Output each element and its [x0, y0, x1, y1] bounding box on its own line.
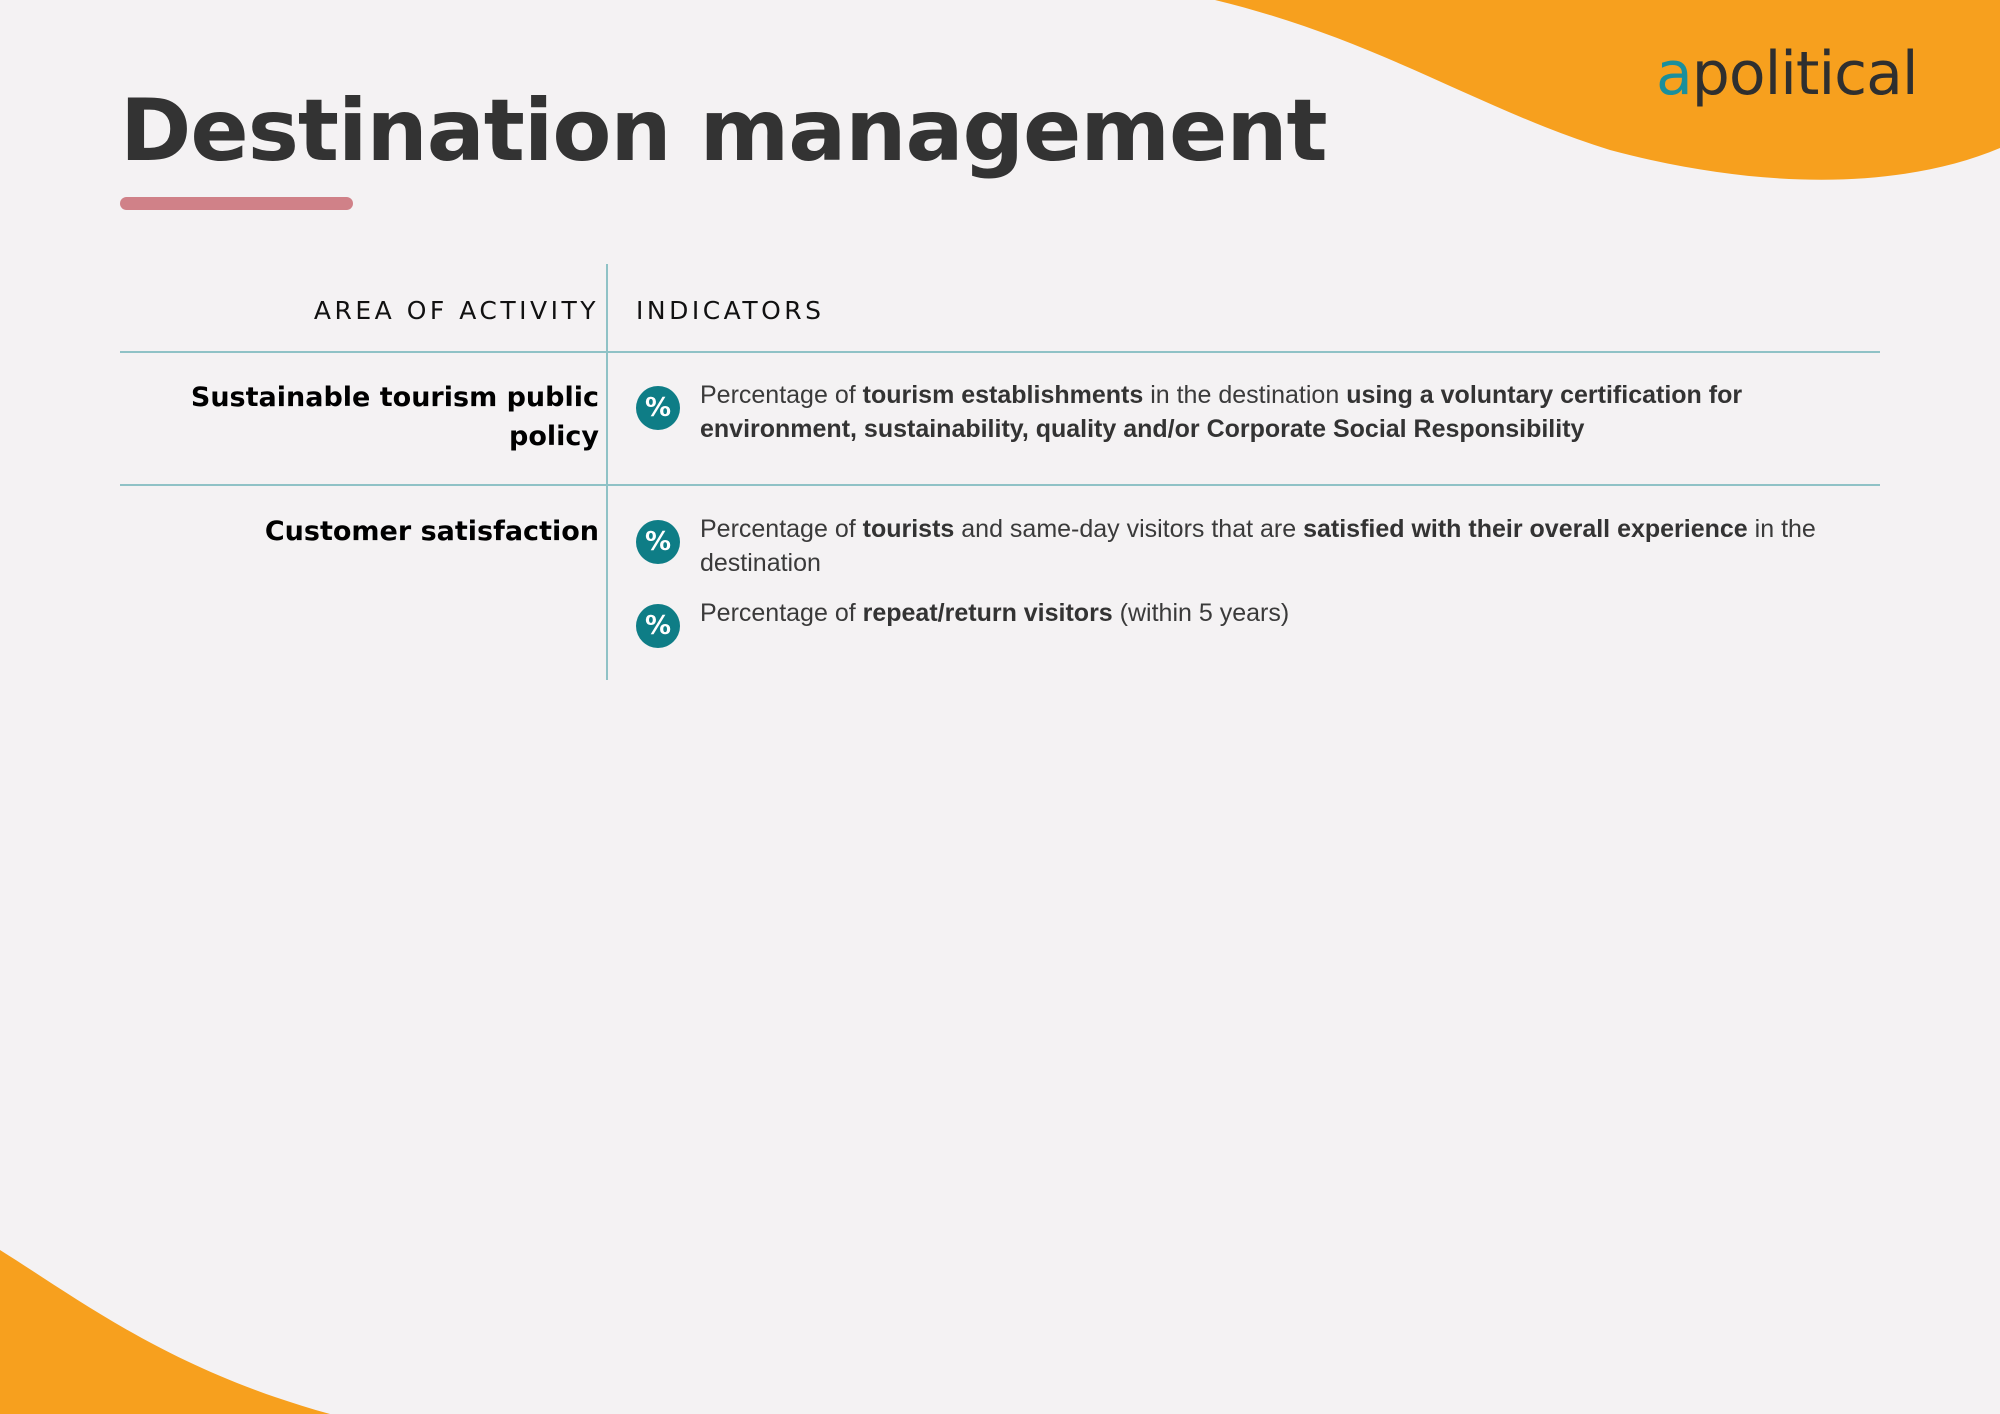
indicator-text-part: Percentage of [700, 515, 863, 543]
column-header-area: AREA OF ACTIVITY [313, 296, 599, 325]
indicator-text-bold: satisfied with their overall experience [1303, 515, 1748, 543]
area-label-customer-satisfaction: Customer satisfaction [264, 516, 599, 547]
column-divider [606, 264, 608, 680]
title-underline [120, 197, 353, 210]
percent-icon: % [636, 520, 680, 564]
indicator-text-part: in the destination [1143, 381, 1347, 409]
percent-icon: % [636, 604, 680, 648]
indicator-text-bold: tourists [862, 515, 955, 543]
row-divider [120, 484, 1880, 486]
indicator-item [636, 596, 1836, 648]
column-header-indicators: INDICATORS [636, 296, 825, 325]
indicator-text-part: and same-day visitors that are [954, 515, 1304, 543]
indicator-text-part: (within 5 years) [1112, 599, 1290, 627]
indicator-text [700, 512, 1836, 580]
decorative-orange-wave-bottom [0, 1240, 330, 1414]
percent-icon: % [636, 386, 680, 430]
indicator-table [120, 264, 1880, 680]
indicator-text-bold: tourism establishments [862, 381, 1144, 409]
apolitical-logo [1656, 39, 1918, 109]
area-label-public-policy: Sustainable tourism public policy [190, 382, 599, 452]
indicator-text-part: Percentage of [700, 381, 863, 409]
logo-accent-letter: a [1656, 39, 1692, 109]
indicator-item [636, 512, 1836, 580]
indicator-text [700, 378, 1836, 446]
indicator-text-bold: using a voluntary certification for environment, sustainability, quality and/or Corporate Social Responsibility [700, 381, 1743, 443]
indicator-item [636, 378, 1836, 446]
indicator-text-bold: repeat/return visitors [862, 599, 1113, 627]
header-divider [120, 351, 1880, 353]
indicator-text [700, 596, 1289, 630]
indicator-text-part: Percentage of [700, 599, 863, 627]
page-title: Destination management [120, 81, 1327, 181]
logo-text: political [1691, 39, 1918, 109]
indicator-text-part: in the destination [700, 515, 1816, 577]
